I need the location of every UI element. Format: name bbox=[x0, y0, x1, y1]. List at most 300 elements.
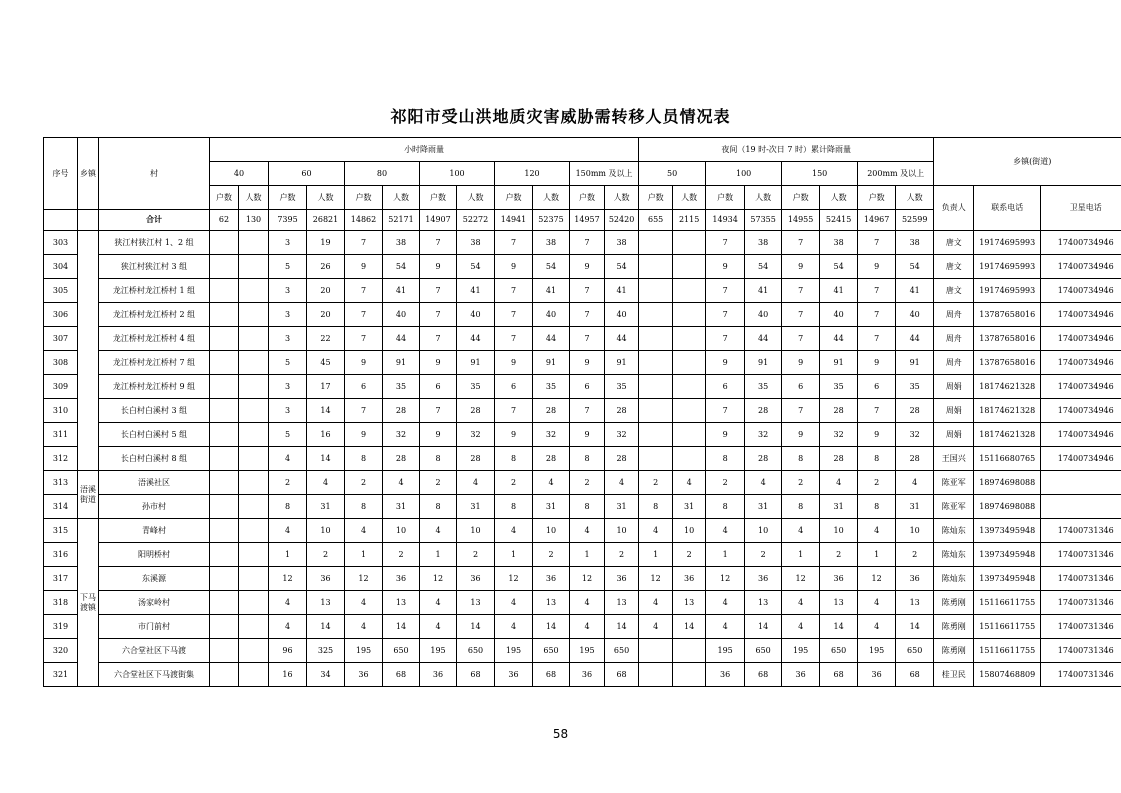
row-value bbox=[239, 255, 269, 279]
row-value: 7 bbox=[345, 399, 383, 423]
row-value: 4 bbox=[495, 519, 533, 543]
header-night-group: 200mm 及以上 bbox=[858, 162, 934, 186]
row-value: 14 bbox=[307, 399, 345, 423]
row-value: 2 bbox=[782, 471, 820, 495]
row-value: 1 bbox=[269, 543, 307, 567]
row-value: 12 bbox=[345, 567, 383, 591]
row-village: 龙江桥村龙江桥村 9 组 bbox=[99, 375, 210, 399]
row-value bbox=[210, 375, 239, 399]
row-value: 8 bbox=[420, 495, 457, 519]
row-value: 36 bbox=[307, 567, 345, 591]
row-responsible: 唐文 bbox=[934, 279, 974, 303]
row-value bbox=[639, 639, 673, 663]
row-village: 狭江村狭江村 3 组 bbox=[99, 255, 210, 279]
row-value: 4 bbox=[570, 591, 605, 615]
row-value: 13 bbox=[383, 591, 420, 615]
table-row bbox=[44, 231, 1121, 255]
row-value: 650 bbox=[533, 639, 570, 663]
row-value: 54 bbox=[896, 255, 934, 279]
row-value: 7 bbox=[345, 231, 383, 255]
row-value: 650 bbox=[605, 639, 639, 663]
row-sat-phone: 17400734946 bbox=[1041, 255, 1121, 279]
row-value: 4 bbox=[639, 519, 673, 543]
row-value: 4 bbox=[639, 591, 673, 615]
row-seq: 306 bbox=[44, 303, 78, 327]
row-value: 35 bbox=[745, 375, 782, 399]
row-sat-phone: 17400731346 bbox=[1041, 567, 1121, 591]
row-value bbox=[673, 303, 706, 327]
row-value: 10 bbox=[533, 519, 570, 543]
row-value bbox=[239, 327, 269, 351]
row-value bbox=[673, 447, 706, 471]
row-phone: 18974698088 bbox=[974, 471, 1041, 495]
row-value: 7 bbox=[570, 399, 605, 423]
row-responsible: 唐文 bbox=[934, 255, 974, 279]
row-value: 91 bbox=[605, 351, 639, 375]
row-phone: 13787658016 bbox=[974, 351, 1041, 375]
row-value: 13 bbox=[673, 591, 706, 615]
row-value: 4 bbox=[858, 519, 896, 543]
row-value: 28 bbox=[457, 447, 495, 471]
total-value: 14967 bbox=[858, 210, 896, 231]
row-value: 4 bbox=[420, 615, 457, 639]
table-row bbox=[44, 423, 1121, 447]
row-value: 28 bbox=[533, 399, 570, 423]
row-value: 38 bbox=[820, 231, 858, 255]
total-value: 14862 bbox=[345, 210, 383, 231]
row-value: 1 bbox=[345, 543, 383, 567]
row-value: 28 bbox=[896, 399, 934, 423]
total-blank bbox=[78, 210, 99, 231]
row-phone: 15116611755 bbox=[974, 615, 1041, 639]
total-value: 26821 bbox=[307, 210, 345, 231]
row-value: 195 bbox=[570, 639, 605, 663]
row-value: 8 bbox=[639, 495, 673, 519]
row-sat-phone: 17400731346 bbox=[1041, 519, 1121, 543]
table-header bbox=[44, 138, 1121, 231]
row-value: 9 bbox=[495, 351, 533, 375]
row-value bbox=[210, 615, 239, 639]
row-phone: 13787658016 bbox=[974, 327, 1041, 351]
row-value: 13 bbox=[820, 591, 858, 615]
page-number: 58 bbox=[552, 727, 569, 741]
row-responsible: 桂卫民 bbox=[934, 663, 974, 687]
row-value: 9 bbox=[345, 423, 383, 447]
row-value: 9 bbox=[858, 423, 896, 447]
total-blank bbox=[44, 210, 78, 231]
row-value bbox=[210, 279, 239, 303]
header-hourly-group: 100 bbox=[420, 162, 495, 186]
row-value: 2 bbox=[605, 543, 639, 567]
header-township: 乡镇 bbox=[78, 138, 99, 210]
row-responsible: 王国兴 bbox=[934, 447, 974, 471]
row-value bbox=[210, 495, 239, 519]
row-value: 7 bbox=[420, 327, 457, 351]
header-village: 村 bbox=[99, 138, 210, 210]
row-value: 7 bbox=[858, 303, 896, 327]
row-value: 7 bbox=[706, 279, 745, 303]
row-value: 14 bbox=[383, 615, 420, 639]
row-value: 7 bbox=[782, 399, 820, 423]
row-value: 2 bbox=[706, 471, 745, 495]
row-responsible: 周舟 bbox=[934, 303, 974, 327]
row-value: 6 bbox=[782, 375, 820, 399]
row-value: 9 bbox=[706, 255, 745, 279]
table-row bbox=[44, 399, 1121, 423]
table-row bbox=[44, 375, 1121, 399]
total-value: 62 bbox=[210, 210, 239, 231]
row-village: 市门前村 bbox=[99, 615, 210, 639]
row-value: 41 bbox=[896, 279, 934, 303]
row-value bbox=[210, 303, 239, 327]
row-value: 7 bbox=[420, 279, 457, 303]
row-value: 650 bbox=[745, 639, 782, 663]
header-households: 户数 bbox=[858, 186, 896, 210]
table-row bbox=[44, 495, 1121, 519]
row-village: 龙江桥村龙江桥村 2 组 bbox=[99, 303, 210, 327]
row-value: 36 bbox=[495, 663, 533, 687]
row-value: 4 bbox=[639, 615, 673, 639]
row-value: 5 bbox=[269, 351, 307, 375]
row-value: 28 bbox=[820, 399, 858, 423]
header-people: 人数 bbox=[307, 186, 345, 210]
row-value: 650 bbox=[896, 639, 934, 663]
row-value: 35 bbox=[820, 375, 858, 399]
row-value: 2 bbox=[570, 471, 605, 495]
row-value bbox=[639, 399, 673, 423]
row-seq: 314 bbox=[44, 495, 78, 519]
row-value: 7 bbox=[782, 231, 820, 255]
row-value: 4 bbox=[673, 471, 706, 495]
row-value: 31 bbox=[383, 495, 420, 519]
row-seq: 313 bbox=[44, 471, 78, 495]
row-value: 650 bbox=[820, 639, 858, 663]
row-value: 9 bbox=[420, 423, 457, 447]
row-value: 41 bbox=[745, 279, 782, 303]
total-value: 2115 bbox=[673, 210, 706, 231]
row-value: 54 bbox=[383, 255, 420, 279]
row-value: 28 bbox=[745, 399, 782, 423]
row-village: 长白村白溪村 8 组 bbox=[99, 447, 210, 471]
row-value: 14 bbox=[533, 615, 570, 639]
row-value: 9 bbox=[570, 255, 605, 279]
row-value: 7 bbox=[706, 231, 745, 255]
row-value bbox=[673, 255, 706, 279]
row-value: 36 bbox=[570, 663, 605, 687]
row-responsible: 周舟 bbox=[934, 351, 974, 375]
row-value: 650 bbox=[383, 639, 420, 663]
row-value bbox=[673, 375, 706, 399]
row-value: 28 bbox=[605, 399, 639, 423]
row-value: 4 bbox=[605, 471, 639, 495]
row-value: 40 bbox=[383, 303, 420, 327]
row-value: 68 bbox=[820, 663, 858, 687]
header-sat-phone: 卫星电话 bbox=[1041, 186, 1121, 231]
row-value bbox=[210, 639, 239, 663]
row-value: 8 bbox=[570, 447, 605, 471]
row-seq: 319 bbox=[44, 615, 78, 639]
row-value: 1 bbox=[570, 543, 605, 567]
total-value: 655 bbox=[639, 210, 673, 231]
row-sat-phone: 17400731346 bbox=[1041, 639, 1121, 663]
row-value: 9 bbox=[345, 351, 383, 375]
header-people: 人数 bbox=[896, 186, 934, 210]
row-value: 195 bbox=[495, 639, 533, 663]
row-sat-phone: 17400731346 bbox=[1041, 615, 1121, 639]
header-households: 户数 bbox=[782, 186, 820, 210]
row-value: 41 bbox=[605, 279, 639, 303]
table-body bbox=[44, 231, 1121, 687]
header-phone: 联系电话 bbox=[974, 186, 1041, 231]
row-value: 195 bbox=[782, 639, 820, 663]
row-responsible: 唐文 bbox=[934, 231, 974, 255]
row-value: 4 bbox=[858, 615, 896, 639]
row-value: 40 bbox=[820, 303, 858, 327]
table-row bbox=[44, 279, 1121, 303]
row-value: 36 bbox=[383, 567, 420, 591]
table-row bbox=[44, 567, 1121, 591]
row-sat-phone: 17400734946 bbox=[1041, 351, 1121, 375]
row-value: 12 bbox=[420, 567, 457, 591]
row-village: 龙江桥村龙江桥村 1 组 bbox=[99, 279, 210, 303]
row-seq: 309 bbox=[44, 375, 78, 399]
row-responsible: 陈亚军 bbox=[934, 495, 974, 519]
total-value: 52272 bbox=[457, 210, 495, 231]
row-value: 44 bbox=[533, 327, 570, 351]
row-value bbox=[673, 327, 706, 351]
row-value: 10 bbox=[673, 519, 706, 543]
row-sat-phone: 17400734946 bbox=[1041, 447, 1121, 471]
row-value bbox=[639, 375, 673, 399]
town-name: 浯溪街道 bbox=[78, 471, 99, 519]
row-value: 36 bbox=[457, 567, 495, 591]
row-value: 16 bbox=[269, 663, 307, 687]
row-value: 91 bbox=[383, 351, 420, 375]
row-seq: 318 bbox=[44, 591, 78, 615]
row-value: 13 bbox=[896, 591, 934, 615]
row-value: 36 bbox=[745, 567, 782, 591]
row-value: 10 bbox=[383, 519, 420, 543]
row-responsible: 陈灿东 bbox=[934, 567, 974, 591]
row-value bbox=[239, 399, 269, 423]
row-value: 32 bbox=[745, 423, 782, 447]
row-value: 44 bbox=[383, 327, 420, 351]
row-value: 7 bbox=[345, 303, 383, 327]
row-value: 19 bbox=[307, 231, 345, 255]
total-value: 14955 bbox=[782, 210, 820, 231]
row-seq: 308 bbox=[44, 351, 78, 375]
row-value: 10 bbox=[457, 519, 495, 543]
row-value bbox=[210, 231, 239, 255]
row-sat-phone: 17400731346 bbox=[1041, 543, 1121, 567]
row-value: 14 bbox=[745, 615, 782, 639]
row-value: 4 bbox=[533, 471, 570, 495]
table-row bbox=[44, 543, 1121, 567]
row-value: 36 bbox=[420, 663, 457, 687]
row-value: 325 bbox=[307, 639, 345, 663]
total-value: 7395 bbox=[269, 210, 307, 231]
relocation-table bbox=[43, 137, 1121, 687]
row-value: 7 bbox=[570, 279, 605, 303]
row-value: 4 bbox=[495, 615, 533, 639]
row-seq: 321 bbox=[44, 663, 78, 687]
row-value: 7 bbox=[420, 231, 457, 255]
header-hourly-group: 80 bbox=[345, 162, 420, 186]
row-value: 14 bbox=[307, 615, 345, 639]
row-responsible: 周舟 bbox=[934, 327, 974, 351]
total-value: 52420 bbox=[605, 210, 639, 231]
header-responsible: 负责人 bbox=[934, 186, 974, 231]
row-value: 44 bbox=[820, 327, 858, 351]
row-value: 44 bbox=[605, 327, 639, 351]
row-value: 13 bbox=[307, 591, 345, 615]
row-value bbox=[210, 663, 239, 687]
row-responsible: 周娟 bbox=[934, 399, 974, 423]
row-value: 28 bbox=[533, 447, 570, 471]
row-responsible: 陈灿东 bbox=[934, 519, 974, 543]
header-night-group: 100 bbox=[706, 162, 782, 186]
row-value bbox=[239, 495, 269, 519]
row-value: 54 bbox=[605, 255, 639, 279]
row-value: 7 bbox=[345, 327, 383, 351]
row-value: 32 bbox=[533, 423, 570, 447]
row-phone: 18974698088 bbox=[974, 495, 1041, 519]
row-value: 8 bbox=[782, 447, 820, 471]
row-value: 7 bbox=[782, 279, 820, 303]
row-value: 41 bbox=[820, 279, 858, 303]
row-value: 2 bbox=[420, 471, 457, 495]
row-value: 54 bbox=[533, 255, 570, 279]
row-value: 9 bbox=[570, 351, 605, 375]
row-value bbox=[639, 447, 673, 471]
row-value: 36 bbox=[706, 663, 745, 687]
row-value: 36 bbox=[820, 567, 858, 591]
header-households: 户数 bbox=[706, 186, 745, 210]
row-value bbox=[210, 591, 239, 615]
row-village: 孙市村 bbox=[99, 495, 210, 519]
header-hourly-group: 120 bbox=[495, 162, 570, 186]
row-value: 32 bbox=[383, 423, 420, 447]
row-value bbox=[673, 279, 706, 303]
row-value bbox=[210, 255, 239, 279]
row-value: 14 bbox=[673, 615, 706, 639]
table-row bbox=[44, 447, 1121, 471]
row-value: 4 bbox=[896, 471, 934, 495]
row-seq: 317 bbox=[44, 567, 78, 591]
row-value bbox=[239, 279, 269, 303]
row-value: 2 bbox=[820, 543, 858, 567]
table-row bbox=[44, 303, 1121, 327]
row-value: 31 bbox=[605, 495, 639, 519]
header-households: 户数 bbox=[210, 186, 239, 210]
row-value: 195 bbox=[858, 639, 896, 663]
row-value: 4 bbox=[420, 519, 457, 543]
row-phone: 15807468809 bbox=[974, 663, 1041, 687]
row-value: 12 bbox=[495, 567, 533, 591]
row-village: 汤家岭村 bbox=[99, 591, 210, 615]
row-value: 4 bbox=[706, 591, 745, 615]
page-title: 祁阳市受山洪地质灾害威胁需转移人员情况表 bbox=[390, 107, 731, 126]
row-village: 浯溪社区 bbox=[99, 471, 210, 495]
row-value: 2 bbox=[307, 543, 345, 567]
header-households: 户数 bbox=[269, 186, 307, 210]
row-value: 1 bbox=[639, 543, 673, 567]
row-value: 40 bbox=[745, 303, 782, 327]
row-value: 20 bbox=[307, 303, 345, 327]
row-value: 4 bbox=[782, 615, 820, 639]
row-value: 36 bbox=[345, 663, 383, 687]
table-row bbox=[44, 255, 1121, 279]
row-value bbox=[210, 543, 239, 567]
row-seq: 303 bbox=[44, 231, 78, 255]
row-value bbox=[239, 591, 269, 615]
row-value bbox=[673, 639, 706, 663]
row-value bbox=[210, 471, 239, 495]
row-sat-phone: 17400731346 bbox=[1041, 663, 1121, 687]
row-value: 14 bbox=[457, 615, 495, 639]
row-sat-phone bbox=[1041, 471, 1121, 495]
row-value: 3 bbox=[269, 399, 307, 423]
row-sat-phone: 17400734946 bbox=[1041, 399, 1121, 423]
row-village: 六合堂社区下马渡 bbox=[99, 639, 210, 663]
row-village: 六合堂社区下马渡街集 bbox=[99, 663, 210, 687]
row-value: 4 bbox=[307, 471, 345, 495]
row-value: 54 bbox=[745, 255, 782, 279]
row-value: 9 bbox=[782, 351, 820, 375]
row-responsible: 周娟 bbox=[934, 423, 974, 447]
row-value: 8 bbox=[706, 495, 745, 519]
row-value: 4 bbox=[269, 447, 307, 471]
row-value: 12 bbox=[570, 567, 605, 591]
row-sat-phone: 17400734946 bbox=[1041, 231, 1121, 255]
row-value: 1 bbox=[782, 543, 820, 567]
row-value: 1 bbox=[420, 543, 457, 567]
town-cell-blank bbox=[78, 231, 99, 471]
row-value: 41 bbox=[457, 279, 495, 303]
row-value: 44 bbox=[745, 327, 782, 351]
row-sat-phone: 17400734946 bbox=[1041, 327, 1121, 351]
row-value: 12 bbox=[706, 567, 745, 591]
row-value: 34 bbox=[307, 663, 345, 687]
row-value: 6 bbox=[345, 375, 383, 399]
row-value: 1 bbox=[495, 543, 533, 567]
row-value: 13 bbox=[745, 591, 782, 615]
row-value: 8 bbox=[495, 447, 533, 471]
row-value: 68 bbox=[457, 663, 495, 687]
header-households: 户数 bbox=[495, 186, 533, 210]
header-township-street: 乡镇(街道) bbox=[934, 138, 1121, 186]
row-value: 8 bbox=[345, 495, 383, 519]
header-people: 人数 bbox=[605, 186, 639, 210]
row-value bbox=[239, 519, 269, 543]
row-value bbox=[239, 615, 269, 639]
row-value: 91 bbox=[896, 351, 934, 375]
row-sat-phone: 17400734946 bbox=[1041, 423, 1121, 447]
row-value: 41 bbox=[533, 279, 570, 303]
row-value: 2 bbox=[457, 543, 495, 567]
row-value: 4 bbox=[782, 519, 820, 543]
row-value bbox=[639, 351, 673, 375]
header-households: 户数 bbox=[345, 186, 383, 210]
header-people: 人数 bbox=[457, 186, 495, 210]
header-people: 人数 bbox=[239, 186, 269, 210]
row-value: 31 bbox=[307, 495, 345, 519]
row-value: 5 bbox=[269, 423, 307, 447]
row-value bbox=[639, 327, 673, 351]
row-value: 8 bbox=[706, 447, 745, 471]
row-value: 91 bbox=[820, 351, 858, 375]
row-phone: 15116680765 bbox=[974, 447, 1041, 471]
